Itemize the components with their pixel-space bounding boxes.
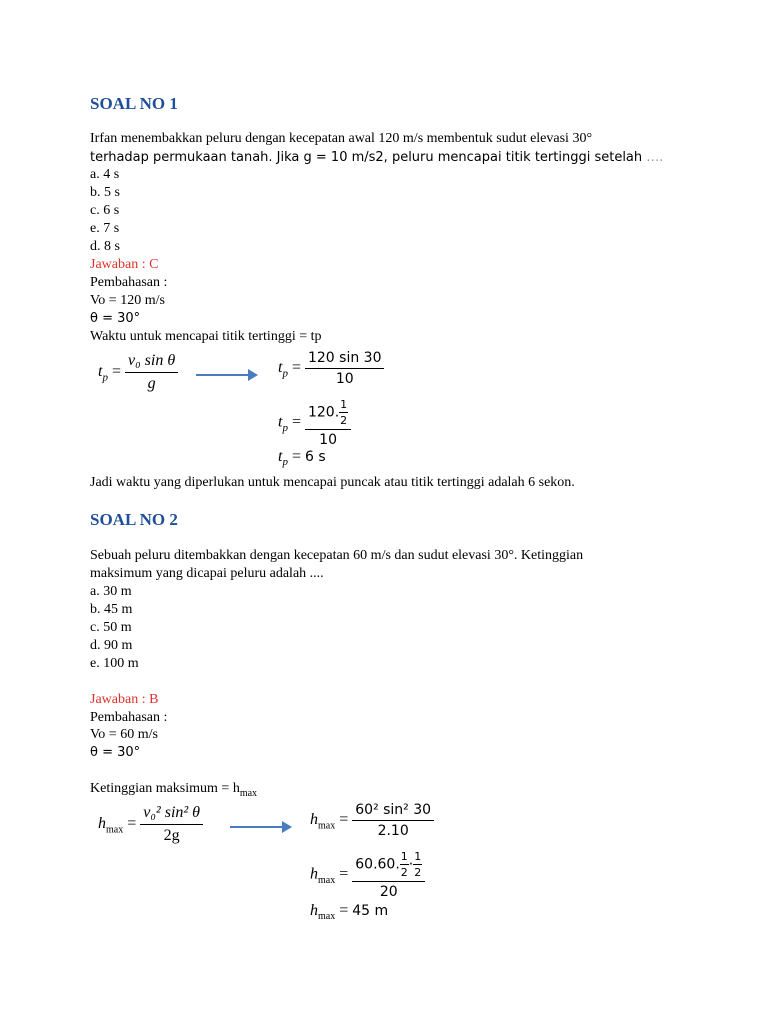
formula-numerator <box>305 398 351 430</box>
soal-2-question-line-1: Sebuah peluru ditembakkan dengan kecepatan 60 m/s dan sudut elevasi 30°. Ketinggian <box>90 548 584 563</box>
formula-eq: = <box>127 815 137 833</box>
formula-numerator: 120 sin 30 <box>305 350 385 369</box>
soal-2-formula-result <box>310 902 388 922</box>
formula-fraction <box>125 352 178 393</box>
half-numerator: 1 <box>400 850 408 863</box>
formula-lhs-var: t <box>98 363 103 381</box>
soal-2-question-line-2: maksimum yang dicapai peluru adalah .... <box>90 566 324 581</box>
soal-1-option-b: b. 5 s <box>90 185 120 200</box>
formula-eq: = <box>111 363 121 381</box>
soal-1-option-e: e. 7 s <box>90 221 120 236</box>
soal-1-title: SOAL NO 1 <box>90 94 178 113</box>
half-denominator: 2 <box>340 414 348 427</box>
formula-numerator: v₀ sin θ <box>125 352 178 373</box>
numerator-prefix: 60.60. <box>355 856 400 873</box>
formula-denominator: 20 <box>379 884 398 900</box>
formula-result: 45 m <box>352 903 389 919</box>
formula-lhs-var: t <box>278 359 283 377</box>
formula-lhs-sub: max <box>318 820 336 832</box>
formula-denominator: 2g <box>163 827 180 844</box>
soal-1-question-text: terhadap permukaan tanah. Jika g = 10 m/s2, peluru mencapai titik tertinggi setelah <box>90 150 643 165</box>
soal-1-pembahasan: Pembahasan : <box>90 275 168 290</box>
soal-1-formula-step-1 <box>278 350 384 387</box>
half-fraction <box>400 850 409 879</box>
numerator-prefix: 120. <box>307 404 340 421</box>
formula-lhs-sub: max <box>106 824 124 836</box>
half-denominator: 2 <box>414 866 422 879</box>
description-text: Ketinggian maksimum = h <box>90 781 240 796</box>
formula-lhs-sub: max <box>318 911 336 923</box>
formula-denominator: 10 <box>335 371 354 387</box>
soal-2-description <box>90 780 257 803</box>
formula-fraction <box>352 802 434 839</box>
formula-numerator: 60.60. $\frac{1}{2}$ · $\frac{1}{2}$ <box>352 850 425 882</box>
soal-1-option-d: d. 8 s <box>90 239 120 254</box>
soal-2-given-angle: θ = 30° <box>90 745 141 760</box>
arrow-icon <box>230 826 290 828</box>
half-numerator: 1 <box>340 398 348 411</box>
soal-2-formula-step-1 <box>310 802 434 839</box>
formula-denominator: 10 <box>319 432 337 448</box>
formula-lhs-var: h <box>310 902 318 919</box>
half-numerator: 1 <box>414 850 422 863</box>
formula-denominator: 2.10 <box>377 823 409 839</box>
soal-1-ellipsis: …. <box>646 150 664 165</box>
soal-1-formula-result <box>278 448 326 468</box>
soal-2-pembahasan: Pembahasan : <box>90 710 168 725</box>
formula-eq: = <box>339 902 349 919</box>
soal-2-title: SOAL NO 2 <box>90 510 178 529</box>
formula-lhs-var: h <box>310 865 318 883</box>
formula-lhs-sub: max <box>318 874 336 886</box>
half-denominator: 2 <box>400 866 408 879</box>
soal-2-option-c: c. 50 m <box>90 620 132 635</box>
formula-eq: = <box>339 811 349 829</box>
formula-fraction <box>140 804 203 845</box>
formula-eq: = <box>291 413 301 431</box>
soal-1-given-angle: θ = 30° <box>90 311 141 326</box>
formula-lhs-sub: p <box>282 367 288 380</box>
formula-eq: = <box>291 359 301 377</box>
formula-result: 6 s <box>304 449 326 465</box>
formula-lhs-sub: p <box>282 456 288 469</box>
soal-1-formula-step-2 <box>278 398 351 448</box>
soal-1-question-line-2 <box>90 149 663 167</box>
soal-1-option-a: a. 4 s <box>90 167 120 182</box>
soal-2-option-e: e. 100 m <box>90 656 139 671</box>
formula-lhs-var: h <box>310 811 318 829</box>
soal-1-answer: Jawaban : C <box>90 257 159 272</box>
formula-eq: = <box>339 865 349 883</box>
soal-1-question-line-1: Irfan menembakkan peluru dengan kecepatan awal 120 m/s membentuk sudut elevasi 30° <box>90 131 593 146</box>
formula-lhs-var: h <box>98 815 106 833</box>
soal-1-description: Waktu untuk mencapai titik tertinggi = tp <box>90 329 322 344</box>
formula-eq: = <box>291 448 301 465</box>
soal-1-conclusion: Jadi waktu yang diperlukan untuk mencapai puncak atau titik tertinggi adalah 6 sekon. <box>90 475 575 490</box>
formula-fraction <box>305 350 385 387</box>
formula-lhs-var: t <box>278 448 283 465</box>
half-fraction <box>339 398 348 427</box>
formula-lhs-sub: p <box>102 371 108 384</box>
formula-denominator: g <box>147 375 156 392</box>
formula-fraction <box>305 398 351 448</box>
soal-2-option-d: d. 90 m <box>90 638 133 653</box>
soal-2-formula-general <box>98 804 203 845</box>
soal-1-given-velocity: Vo = 120 m/s <box>90 293 165 308</box>
arrow-icon <box>196 374 256 376</box>
soal-2-answer: Jawaban : B <box>90 692 159 707</box>
soal-2-formula-step-2 <box>310 850 425 900</box>
soal-2-option-a: a. 30 m <box>90 584 132 599</box>
half-fraction <box>413 850 422 879</box>
soal-1-formula-general <box>98 352 178 393</box>
soal-2-given-velocity: Vo = 60 m/s <box>90 727 158 742</box>
formula-lhs-sub: p <box>282 421 288 434</box>
formula-numerator: 60² sin² 30 <box>352 802 434 821</box>
description-sub: max <box>239 787 258 799</box>
formula-numerator: v₀² sin² θ <box>140 804 203 825</box>
formula-lhs-var: t <box>278 413 283 431</box>
soal-2-option-b: b. 45 m <box>90 602 133 617</box>
formula-fraction <box>352 850 425 900</box>
soal-1-option-c: c. 6 s <box>90 203 120 218</box>
